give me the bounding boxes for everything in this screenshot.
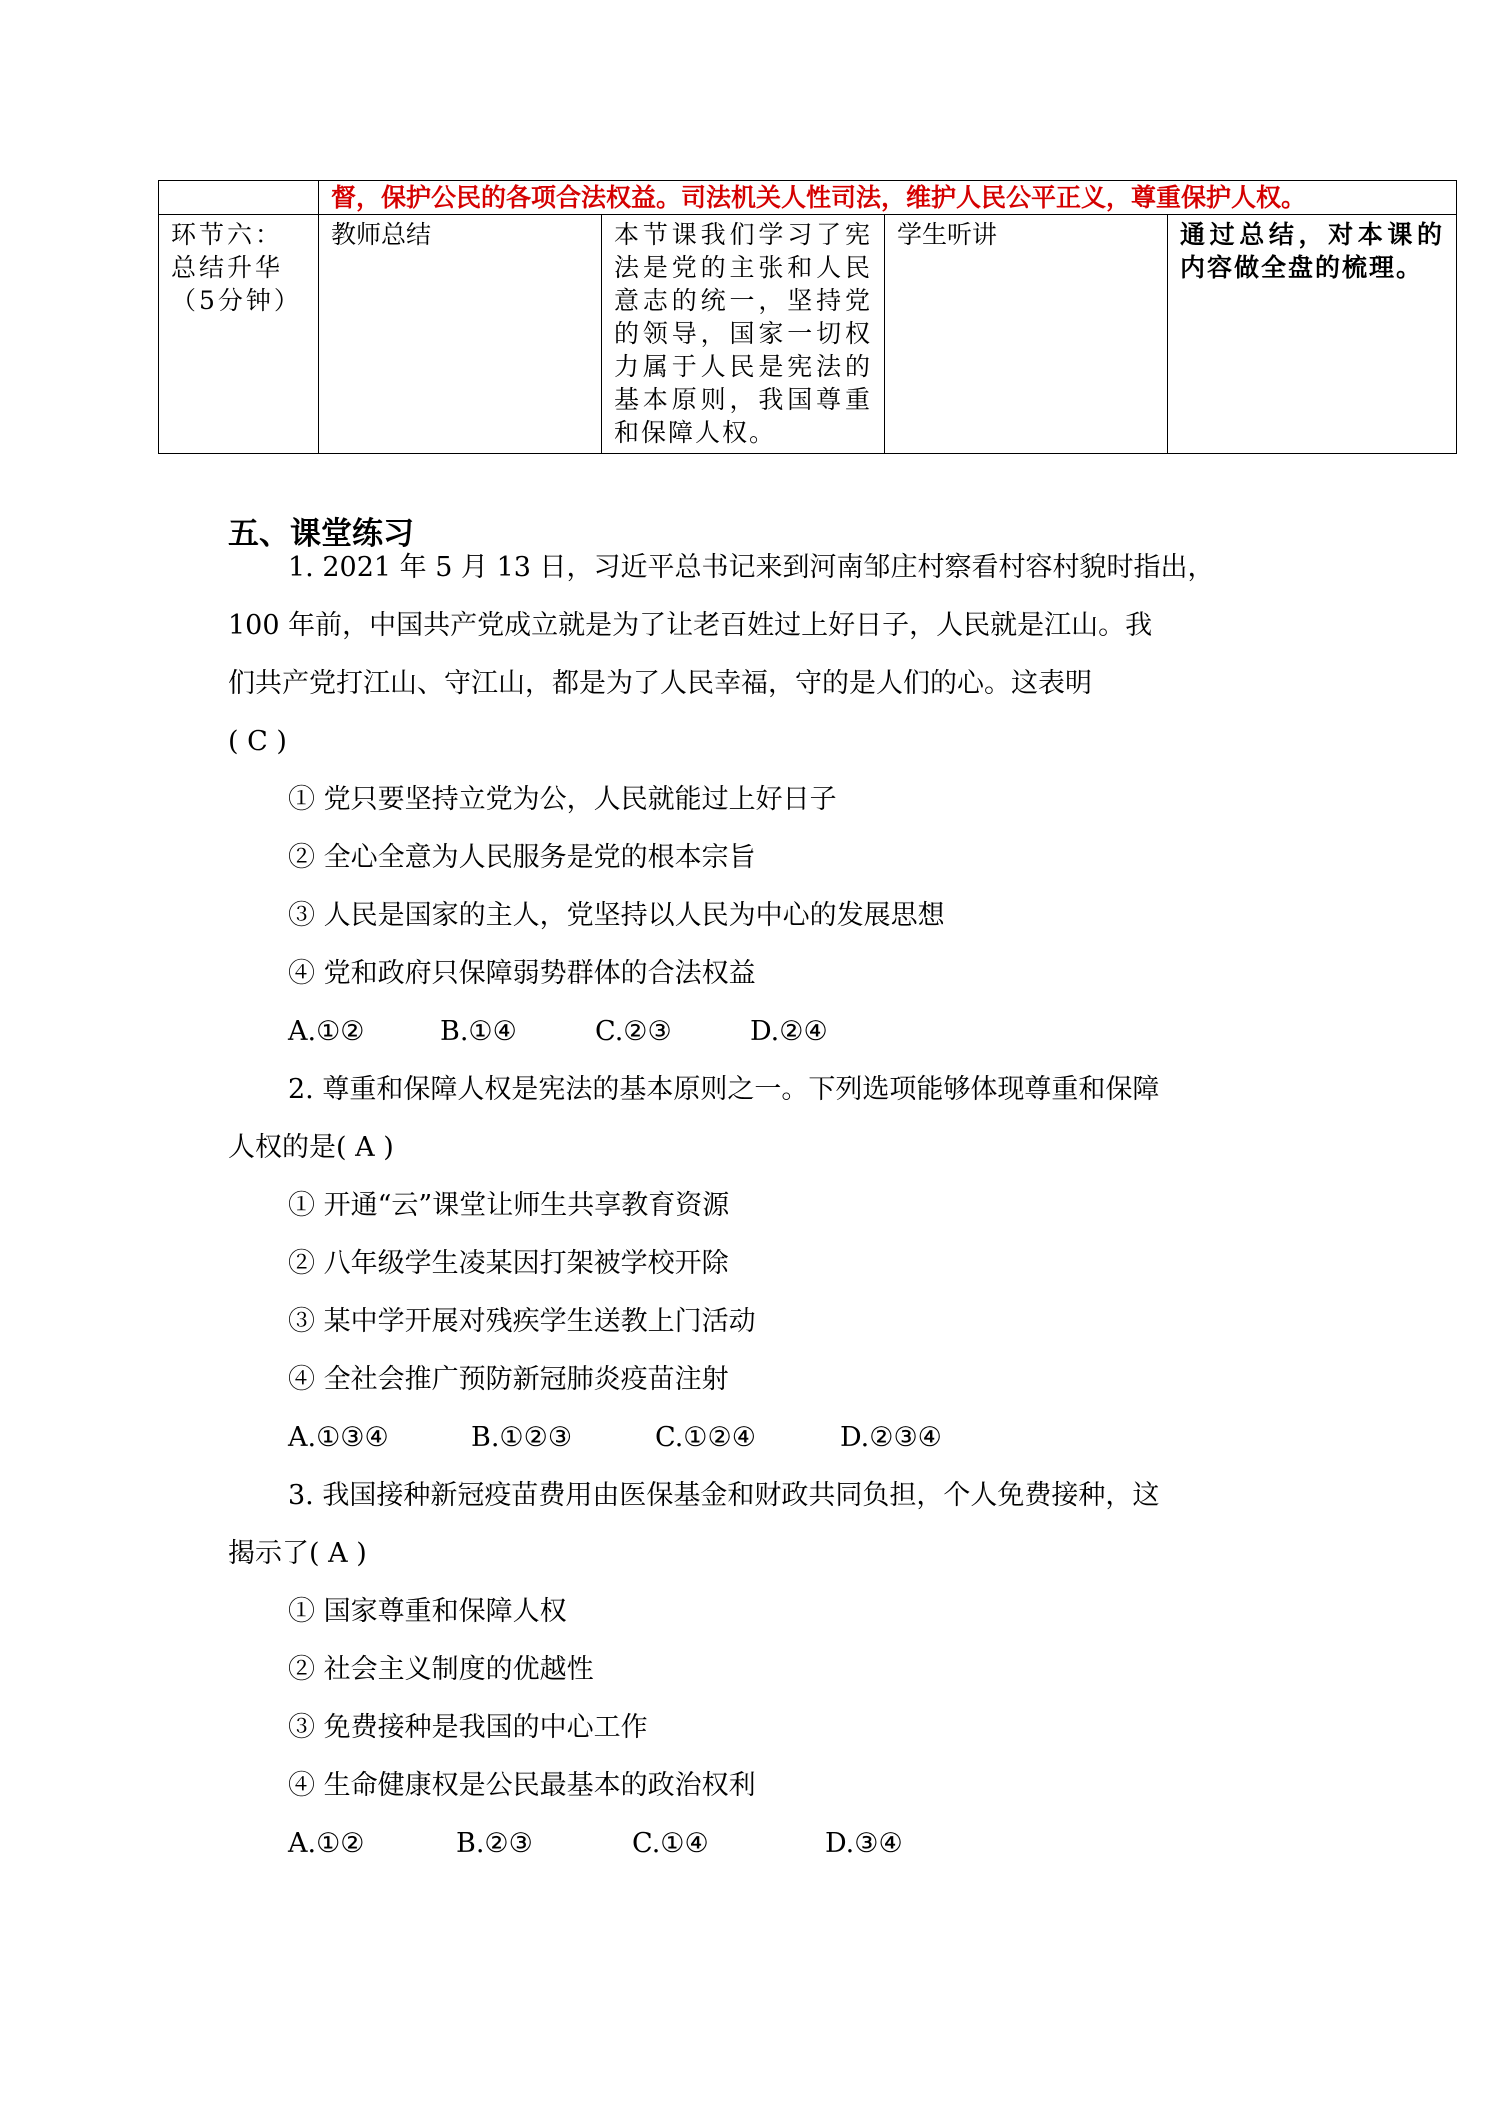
question-1-statement: ④ 党和政府只保障弱势群体的合法权益 bbox=[288, 958, 756, 989]
student-activity-cell: 学生听讲 bbox=[885, 215, 1168, 454]
empty-stage-cell bbox=[159, 181, 319, 215]
question-1-stem-line: 100 年前，中国共产党成立就是为了让老百姓过上好日子，人民就是江山。我 bbox=[228, 610, 1153, 641]
content-cell: 本节课我们学习了宪法是党的主张和人民意志的统一，坚持党的领导，国家一切权力属于人民是宪法的基本原则，我国尊重和保障人权。 bbox=[602, 215, 885, 454]
question-3-statement: ① 国家尊重和保障人权 bbox=[288, 1596, 567, 1627]
question-3-statement: ④ 生命健康权是公民最基本的政治权利 bbox=[288, 1770, 756, 1801]
question-1-statement: ③ 人民是国家的主人，党坚持以人民为中心的发展思想 bbox=[288, 900, 945, 931]
question-1-options bbox=[288, 1014, 828, 1050]
question-3-options bbox=[288, 1826, 903, 1862]
option-b: B.①④ bbox=[440, 1016, 517, 1047]
option-a: A.①② bbox=[288, 1828, 365, 1859]
option-d: D.②④ bbox=[750, 1016, 828, 1047]
question-2-options bbox=[288, 1420, 942, 1456]
question-3-stem-line: 3. 我国接种新冠疫苗费用由医保基金和财政共同负担，个人免费接种，这 bbox=[288, 1480, 1160, 1511]
question-1-stem-line: 1. 2021 年 5 月 13 日，习近平总书记来到河南邹庄村察看村容村貌时指出， bbox=[288, 552, 1215, 583]
option-d: D.②③④ bbox=[840, 1422, 942, 1453]
question-2-statement: ① 开通“云”课堂让师生共享教育资源 bbox=[288, 1190, 730, 1221]
table-row bbox=[159, 215, 1457, 454]
design-intent-cell: 通过总结，对本课的内容做全盘的梳理。 bbox=[1168, 215, 1457, 454]
lesson-plan-table bbox=[158, 180, 1457, 454]
question-3-statement: ② 社会主义制度的优越性 bbox=[288, 1654, 594, 1685]
question-2-statement: ④ 全社会推广预防新冠肺炎疫苗注射 bbox=[288, 1364, 729, 1395]
option-a: A.①② bbox=[288, 1016, 365, 1047]
stage-cell: 环节六：总结升华（5分钟） bbox=[159, 215, 319, 454]
question-1-answer-line: ( C ) bbox=[228, 726, 287, 757]
teacher-activity-cell: 教师总结 bbox=[319, 215, 602, 454]
question-3-stem-line: 揭示了( A ) bbox=[228, 1538, 367, 1569]
option-c: C.①④ bbox=[632, 1828, 709, 1859]
option-c: C.②③ bbox=[595, 1016, 672, 1047]
question-2-statement: ③ 某中学开展对残疾学生送教上门活动 bbox=[288, 1306, 756, 1337]
option-b: B.①②③ bbox=[471, 1422, 573, 1453]
question-1-statement: ② 全心全意为人民服务是党的根本宗旨 bbox=[288, 842, 756, 873]
question-1-statement: ① 党只要坚持立党为公，人民就能过上好日子 bbox=[288, 784, 837, 815]
question-2-statement: ② 八年级学生凌某因打架被学校开除 bbox=[288, 1248, 729, 1279]
option-b: B.②③ bbox=[456, 1828, 533, 1859]
question-3-statement: ③ 免费接种是我国的中心工作 bbox=[288, 1712, 648, 1743]
option-d: D.③④ bbox=[825, 1828, 903, 1859]
continuation-text: 督，保护公民的各项合法权益。司法机关人性司法，维护人民公平正义，尊重保护人权。 bbox=[319, 181, 1457, 215]
option-c: C.①②④ bbox=[655, 1422, 756, 1453]
question-2-stem-line: 人权的是( A ) bbox=[228, 1132, 394, 1163]
question-1-stem-line: 们共产党打江山、守江山，都是为了人民幸福，守的是人们的心。这表明 bbox=[228, 668, 1092, 699]
option-a: A.①③④ bbox=[288, 1422, 389, 1453]
question-2-stem-line: 2. 尊重和保障人权是宪法的基本原则之一。下列选项能够体现尊重和保障 bbox=[288, 1074, 1160, 1105]
section-title: 五、课堂练习 bbox=[228, 516, 414, 552]
table-row-continuation bbox=[159, 181, 1457, 215]
